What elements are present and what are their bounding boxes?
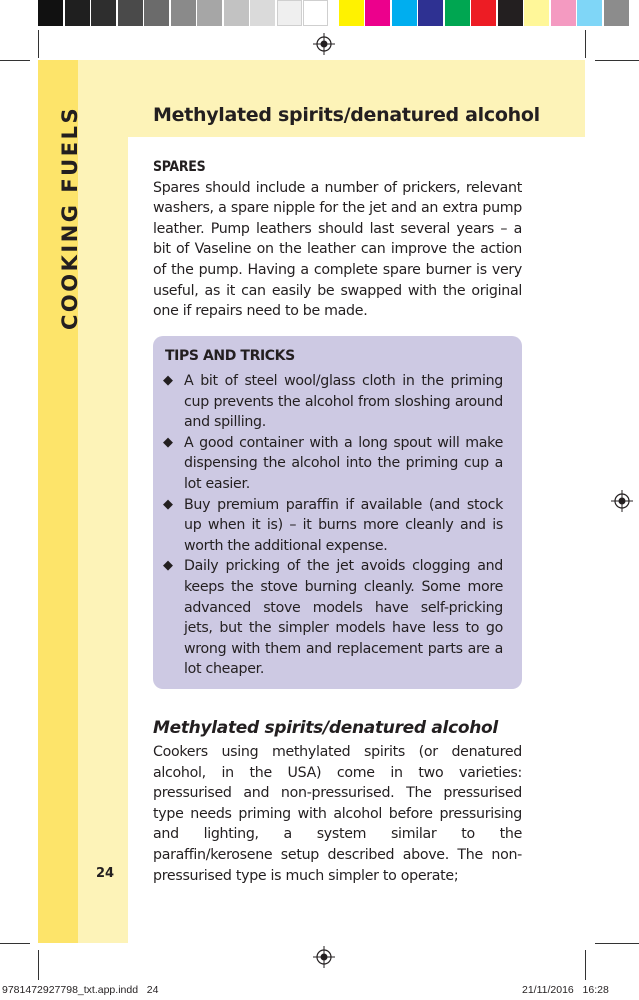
list-item <box>163 495 503 557</box>
crop-mark <box>585 950 586 980</box>
crop-mark <box>0 943 30 944</box>
color-bar-gap <box>330 0 339 26</box>
footer-file-info: 9781472927798_txt.app.indd 24 <box>2 984 159 996</box>
color-swatch <box>471 0 496 26</box>
spares-paragraph: Spares should include a number of prickers, relevant washers, a spare nipple for the jet and an extra pump leather. Pump leathers should last several years – a bit of Vaseline on the leather can improve the action of the pump. Having a complete spare burner is very useful, as it can easily be swapped with the original one if repairs need to be made. <box>153 179 522 320</box>
diamond-bullet-icon: ◆ <box>163 558 173 574</box>
color-swatch <box>445 0 470 26</box>
footer-timestamp: 21/11/2016 16:28 <box>522 984 609 996</box>
crop-mark <box>0 60 30 61</box>
color-swatch <box>197 0 222 26</box>
color-swatch <box>339 0 364 26</box>
tip-text: Daily pricking of the jet avoids clogging and keeps the stove burning cleanly. Some more advanced stove models have self-pricking jets, but the simpler models have less to go wrong with them and replacement parts are a lot cheaper. <box>184 558 503 678</box>
color-swatch <box>91 0 116 26</box>
printer-color-bar <box>38 0 630 26</box>
tips-box <box>153 336 522 689</box>
color-swatch <box>224 0 249 26</box>
color-swatch <box>365 0 390 26</box>
list-item <box>163 556 503 680</box>
color-swatch <box>604 0 629 26</box>
color-swatch <box>524 0 549 26</box>
color-swatch <box>144 0 169 26</box>
tip-text: A bit of steel wool/glass cloth in the priming cup prevents the alcohol from sloshing around and spilling. <box>184 373 503 431</box>
list-item <box>163 433 503 495</box>
color-swatch <box>498 0 523 26</box>
registration-mark-icon <box>313 946 335 968</box>
spares-heading: SPARES <box>153 159 206 175</box>
color-swatch <box>250 0 275 26</box>
page-number: 24 <box>96 866 115 881</box>
crop-mark <box>38 30 39 58</box>
chapter-side-title: COOKING FUELS <box>58 105 82 330</box>
diamond-bullet-icon: ◆ <box>163 496 173 512</box>
section2-body <box>153 742 522 886</box>
crop-mark <box>585 30 586 58</box>
color-swatch <box>171 0 196 26</box>
registration-mark-icon <box>313 33 335 55</box>
diamond-bullet-icon: ◆ <box>163 434 173 450</box>
section-heading: Methylated spirits/denatured alcohol <box>153 718 498 738</box>
color-swatch <box>118 0 143 26</box>
spares-section <box>153 157 522 322</box>
crop-mark <box>38 950 39 980</box>
color-swatch <box>418 0 443 26</box>
section2-paragraph: Cookers using methylated spirits (or denatured alcohol, in the USA) come in two varieties: pressurised and non-pressurised. The pressurised type needs priming with alcohol before pressurising and lighting, a system similar to the paraffin/kerosene setup described above. The non-pressurised type is much simpler to operate; <box>153 744 522 884</box>
color-swatch <box>38 0 63 26</box>
color-swatch <box>65 0 90 26</box>
color-swatch <box>577 0 602 26</box>
tips-heading: TIPS AND TRICKS <box>165 348 295 364</box>
crop-mark <box>595 60 639 61</box>
tip-text: A good container with a long spout will make dispensing the alcohol into the priming cup a lot easier. <box>184 434 503 492</box>
registration-mark-icon <box>611 490 633 512</box>
page-title: Methylated spirits/denatured alcohol <box>153 104 540 126</box>
color-swatch <box>277 0 302 26</box>
tip-text: Buy premium paraffin if available (and stock up when it is) – it burns more cleanly and is worth the additional expense. <box>184 496 503 554</box>
color-swatch <box>392 0 417 26</box>
color-swatch <box>551 0 576 26</box>
list-item <box>163 371 503 433</box>
tips-list <box>163 371 503 680</box>
crop-mark <box>595 943 639 944</box>
diamond-bullet-icon: ◆ <box>163 373 173 388</box>
color-swatch <box>303 0 328 26</box>
